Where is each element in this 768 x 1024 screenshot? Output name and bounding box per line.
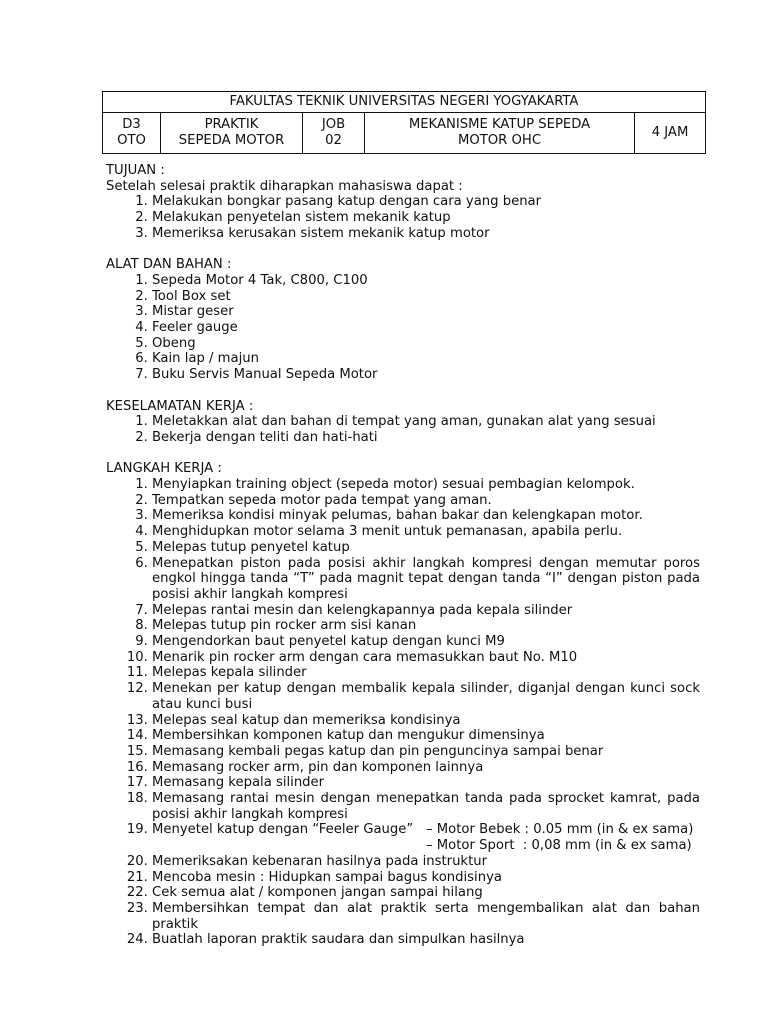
program-line-2: OTO (117, 133, 146, 148)
list-item (106, 508, 700, 524)
job-line-2: 02 (325, 133, 342, 148)
list-item (106, 540, 700, 556)
list-item-number: 9. (135, 634, 152, 650)
list-item-number: 11. (126, 665, 152, 681)
list-item-number: 13. (126, 712, 152, 728)
list-item-number: 2. (135, 429, 152, 445)
list-item-text: Memasang rocker arm, pin dan komponen lainnya (152, 759, 484, 775)
list-item (106, 650, 700, 666)
list-item (106, 901, 700, 932)
list-item (106, 603, 700, 619)
list-item (106, 210, 700, 226)
alat-heading: ALAT DAN BAHAN : (106, 257, 232, 273)
list-item-number: 10. (126, 649, 152, 665)
langkah-heading: LANGKAH KERJA : (106, 461, 222, 477)
list-item (106, 477, 700, 493)
list-item-text: Menekan per katup dengan membalik kepala silinder, diganjal dengan kunci sock atau kunci busi (152, 681, 700, 712)
list-item (106, 414, 700, 430)
header-table (102, 91, 706, 154)
list-item-number: 20. (126, 853, 152, 869)
list-item-text: Memeriksa kerusakan sistem mekanik katup motor (152, 225, 490, 241)
alat-list (106, 273, 700, 383)
list-item-number: 15. (126, 743, 152, 759)
list-item (106, 304, 700, 320)
langkah-list-end (106, 854, 700, 948)
list-item-text: Melakukan penyetelan sistem mekanik katup (152, 210, 451, 226)
list-item (106, 885, 700, 901)
list-item-text: Mencoba mesin : Hidupkan sampai bagus kondisinya (152, 869, 502, 885)
list-item-number: 3. (135, 508, 152, 524)
list-item-number: 4. (135, 524, 152, 540)
list-item (106, 367, 700, 383)
job-line-1: JOB (321, 117, 346, 132)
list-item-text: Melepas rantai mesin dan kelengkapannya pada kepala silinder (152, 602, 573, 618)
list-item (106, 744, 700, 760)
list-item-text: Meletakkan alat dan bahan di tempat yang aman, gunakan alat yang sesuai (152, 414, 656, 430)
list-item-text: Menarik pin rocker arm dengan cara memasukkan baut No. M10 (152, 649, 578, 665)
list-item (106, 194, 700, 210)
list-item-number: 1. (135, 272, 152, 288)
tujuan-list (106, 194, 700, 241)
list-item-number: 24. (126, 932, 152, 948)
list-item-text: Menepatkan piston pada posisi akhir langkah kompresi dengan memutar poros engkol hingga tanda “T” pada magnit tepat dengan tanda “I” dengan piston pada posisi akhir langkah kompresi (152, 555, 700, 602)
list-item-number: 6. (135, 555, 152, 571)
list-item-number: 22. (126, 885, 152, 901)
list-item (106, 822, 700, 853)
list-item-text: Melepas tutup pin rocker arm sisi kanan (152, 618, 417, 634)
list-item-text: Tempatkan sepeda motor pada tempat yang aman. (152, 492, 492, 508)
list-item-text: Melepas tutup penyetel katup (152, 539, 350, 555)
list-item (106, 320, 700, 336)
list-item-number: 1. (135, 194, 152, 210)
list-item-text: Menghidupkan motor selama 3 menit untuk pemanasan, apabila perlu. (152, 524, 623, 540)
list-item-number: 23. (126, 901, 152, 916)
list-item-number: 2. (135, 492, 152, 508)
list-item-number: 19. (126, 822, 152, 838)
list-item-number: 3. (135, 225, 152, 241)
list-item (106, 556, 700, 603)
list-item-text: Membersihkan komponen katup dan mengukur dimensinya (152, 728, 545, 744)
tujuan-intro: Setelah selesai praktik diharapkan mahasiswa dapat : (106, 178, 463, 194)
list-item-number: 17. (126, 775, 152, 791)
list-item-text: Buku Servis Manual Sepeda Motor (152, 367, 378, 383)
list-item-number: 18. (126, 791, 152, 807)
list-item-text: Obeng (152, 335, 196, 351)
list-item-text: Membersihkan tempat dan alat praktik serta mengembalikan alat dan bahan praktik (152, 901, 700, 932)
job-cell (303, 113, 365, 154)
list-item (106, 665, 700, 681)
list-item-text: Melepas seal katup dan memeriksa kondisinya (152, 712, 461, 728)
keselamatan-list (106, 414, 700, 445)
list-item-number: 5. (135, 335, 152, 351)
list-item-text: Melepas kepala silinder (152, 665, 307, 681)
list-item (106, 791, 700, 822)
list-item-number: 8. (135, 618, 152, 634)
list-item-number: 7. (135, 367, 152, 383)
course-line-2: SEPEDA MOTOR (178, 133, 285, 148)
list-item (106, 273, 700, 289)
list-item-text: Mengendorkan baut penyetel katup dengan kunci M9 (152, 634, 505, 650)
list-item-number: 7. (135, 602, 152, 618)
list-item-text: Menyetel katup dengan “Feeler Gauge” (152, 822, 414, 838)
list-item-number: 5. (135, 539, 152, 555)
list-item (106, 524, 700, 540)
list-item-number: 2. (135, 288, 152, 304)
list-item (106, 493, 700, 509)
institution-name: FAKULTAS TEKNIK UNIVERSITAS NEGERI YOGYAKARTA (103, 92, 706, 113)
program-line-1: D3 (122, 117, 141, 132)
job-title-line-1: MEKANISME KATUP SEPEDA (408, 117, 591, 132)
list-item (106, 681, 700, 712)
list-item-text: Mistar geser (152, 304, 234, 320)
list-item (106, 728, 700, 744)
keselamatan-heading: KESELAMATAN KERJA : (106, 398, 254, 414)
list-item-text: Memasang rantai mesin dengan menepatkan tanda pada sprocket kamrat, pada posisi akhir langkah kompresi (152, 791, 700, 822)
job-title-cell (365, 113, 635, 154)
list-item (106, 713, 700, 729)
list-item-number: 1. (135, 477, 152, 493)
list-item-number: 14. (126, 728, 152, 744)
list-item-text: Feeler gauge (152, 320, 238, 336)
list-item-text: Memasang kembali pegas katup dan pin penguncinya sampai benar (152, 743, 604, 759)
course-cell (161, 113, 303, 154)
list-item-number: 12. (126, 681, 152, 697)
list-item-number: 21. (126, 869, 152, 885)
list-item-text: Melakukan bongkar pasang katup dengan cara yang benar (152, 194, 542, 210)
program-cell (103, 113, 161, 154)
job-title-line-2: MOTOR OHC (457, 133, 542, 148)
list-item-text: Tool Box set (152, 288, 231, 304)
list-item-text: Bekerja dengan teliti dan hati-hati (152, 429, 378, 445)
list-item (106, 336, 700, 352)
list-item (106, 775, 700, 791)
list-item-text: Cek semua alat / komponen jangan sampai hilang (152, 885, 483, 901)
list-item-number: 6. (135, 351, 152, 367)
motor-sport-spec: – Motor Sport : 0,08 mm (in & ex sama) (426, 838, 692, 854)
list-item-text: Memasang kepala silinder (152, 775, 325, 791)
course-line-1: PRAKTIK (204, 117, 259, 132)
list-item-number: 3. (135, 304, 152, 320)
list-item-number: 2. (135, 210, 152, 226)
list-item (106, 854, 700, 870)
list-item (106, 289, 700, 305)
list-item (106, 226, 700, 242)
langkah-list (106, 477, 700, 822)
motor-bebek-spec: – Motor Bebek : 0.05 mm (in & ex sama) (426, 822, 694, 838)
list-item-text: Buatlah laporan praktik saudara dan simpulkan hasilnya (152, 932, 525, 948)
duration-cell: 4 JAM (635, 113, 706, 154)
list-item-number: 4. (135, 320, 152, 336)
list-item (106, 430, 700, 446)
langkah-list-item-19 (106, 822, 700, 853)
list-item-text: Memeriksa kondisi minyak pelumas, bahan bakar dan kelengkapan motor. (152, 508, 643, 524)
list-item-text: Sepeda Motor 4 Tak, C800, C100 (152, 272, 368, 288)
list-item (106, 351, 700, 367)
list-item-number: 16. (126, 759, 152, 775)
list-item-text: Memeriksakan kebenaran hasilnya pada instruktur (152, 853, 488, 869)
list-item-number: 1. (135, 414, 152, 430)
list-item-text: Kain lap / majun (152, 351, 259, 367)
list-item (106, 634, 700, 650)
document-body (106, 163, 700, 948)
list-item (106, 870, 700, 886)
tujuan-heading: TUJUAN : (106, 163, 165, 178)
list-item (106, 760, 700, 776)
list-item (106, 618, 700, 634)
list-item (106, 932, 700, 948)
list-item-text: Menyiapkan training object (sepeda motor) sesuai pembagian kelompok. (152, 477, 635, 493)
